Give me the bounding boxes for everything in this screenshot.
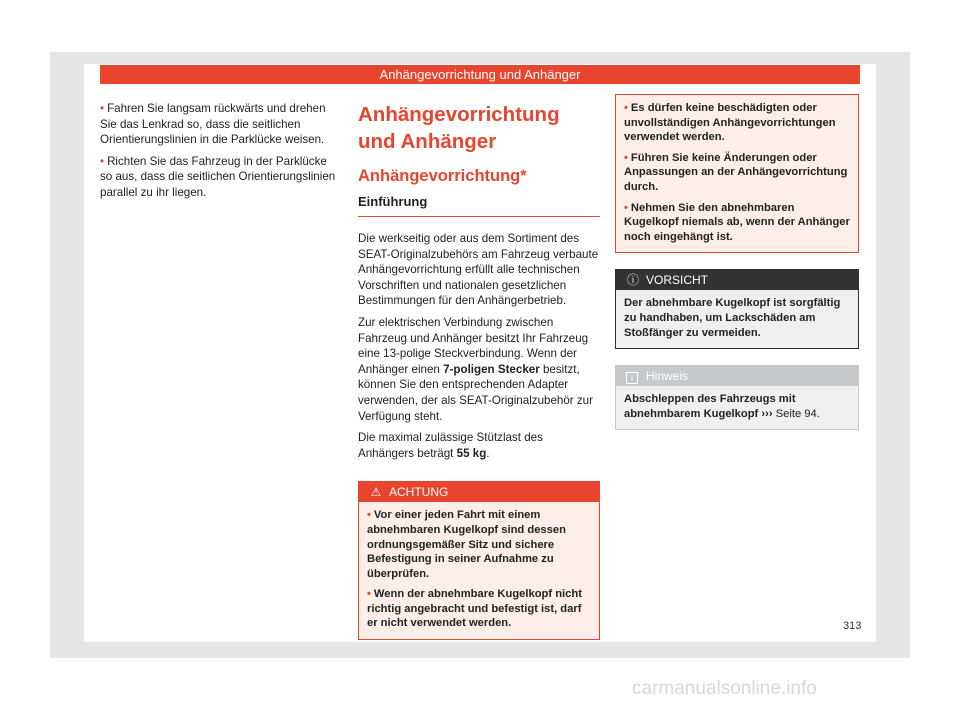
warning-triangle-icon: ⚠ xyxy=(370,485,382,500)
bullet-icon: • xyxy=(624,151,628,164)
note-box-body: Abschleppen des Fahrzeugs mit abnehmbarem Kugelkopf ››› Seite 94. xyxy=(624,393,820,420)
list-item: • Fahren Sie langsam rückwärts und drehen Sie das Lenkrad so, dass die seitlichen Orientierungslinien in die Parklücke weisen. xyxy=(100,102,326,147)
info-icon: i xyxy=(626,372,638,384)
paragraph: Die werkseitig oder aus dem Sortiment des SEAT-Originalzubehörs am Fahrzeug verbaute Anhängevorrichtung erfüllt alle technischen Vorschriften und nationalen gesetzlichen Bestimmungen für den Anhängerbetrieb. xyxy=(358,232,599,308)
list-item: • Es dürfen keine beschädigten oder unvollständigen Anhängevorrichtungen verwendet werden. xyxy=(624,102,836,144)
list-item: • Vor einer jeden Fahrt mit einem abnehmbaren Kugelkopf sind dessen ordnungsgemäßer Sitz und sichere Befestigung in seiner Aufnahme zu überprüfen. xyxy=(367,509,566,580)
right-column xyxy=(615,94,859,430)
left-column xyxy=(100,101,340,207)
caution-box xyxy=(615,269,859,349)
section-title: Anhängevorrichtung* xyxy=(358,167,527,185)
paragraph: Zur elektrischen Verbindung zwischen Fahrzeug und Anhänger besitzt Ihr Fahrzeug eine 13-polige Steckverbindung. Wenn der Anhänger einen 7-poligen Stecker besitzt, können Sie den entsprechenden Adapter verwenden, der als SEAT-Originalzubehör zur Verfügung steht. xyxy=(358,315,593,423)
list-item: • Führen Sie keine Änderungen oder Anpassungen an der Anhängevorrichtung durch. xyxy=(624,151,848,193)
warning-box-body xyxy=(616,95,858,252)
list-item: • Wenn der abnehmbare Kugelkopf nicht richtig angebracht und befestigt ist, darf er nicht verwendet werden. xyxy=(367,588,582,630)
warning-box-body xyxy=(359,502,599,639)
bullet-icon: • xyxy=(100,154,105,168)
warning-box-continued xyxy=(615,94,859,253)
list-item: • Nehmen Sie den abnehmbaren Kugelkopf niemals ab, wenn der Anhänger noch eingehängt ist. xyxy=(624,201,850,243)
warning-box-header: ⚠ ACHTUNG xyxy=(359,482,599,502)
caution-box-body: Der abnehmbare Kugelkopf ist sorgfältig zu handhaben, um Lackschäden am Stoßfänger zu vermeiden. xyxy=(624,297,841,339)
bullet-icon: • xyxy=(367,588,371,601)
bullet-icon: • xyxy=(624,102,628,114)
note-box-header: i Hinweis xyxy=(616,366,858,386)
caution-box-header: ⓘ VORSICHT xyxy=(616,270,858,290)
bullet-icon: • xyxy=(367,509,371,522)
subsection-title: Einführung xyxy=(358,193,600,217)
list-item: • Richten Sie das Fahrzeug in der Parklücke so aus, dass die seitlichen Orientierungslinien parallel zu ihr liegen. xyxy=(100,154,336,199)
warning-box xyxy=(358,481,600,640)
watermark: carmanualsonline.info xyxy=(632,678,817,699)
middle-column xyxy=(358,101,600,640)
paragraph: Die maximal zulässige Stützlast des Anhängers beträgt 55 kg. xyxy=(358,431,543,460)
note-box xyxy=(615,365,859,430)
bullet-icon: • xyxy=(100,102,105,115)
caution-icon: ⓘ xyxy=(626,273,639,288)
running-header: Anhängevorrichtung und Anhänger xyxy=(100,65,860,84)
chapter-title: Anhängevorrichtung und Anhänger xyxy=(358,103,560,153)
bullet-icon: • xyxy=(624,201,628,214)
page-reference-link[interactable]: Seite 94. xyxy=(775,407,820,420)
link-arrows: ››› xyxy=(761,407,773,420)
page-number: 313 xyxy=(843,620,862,632)
